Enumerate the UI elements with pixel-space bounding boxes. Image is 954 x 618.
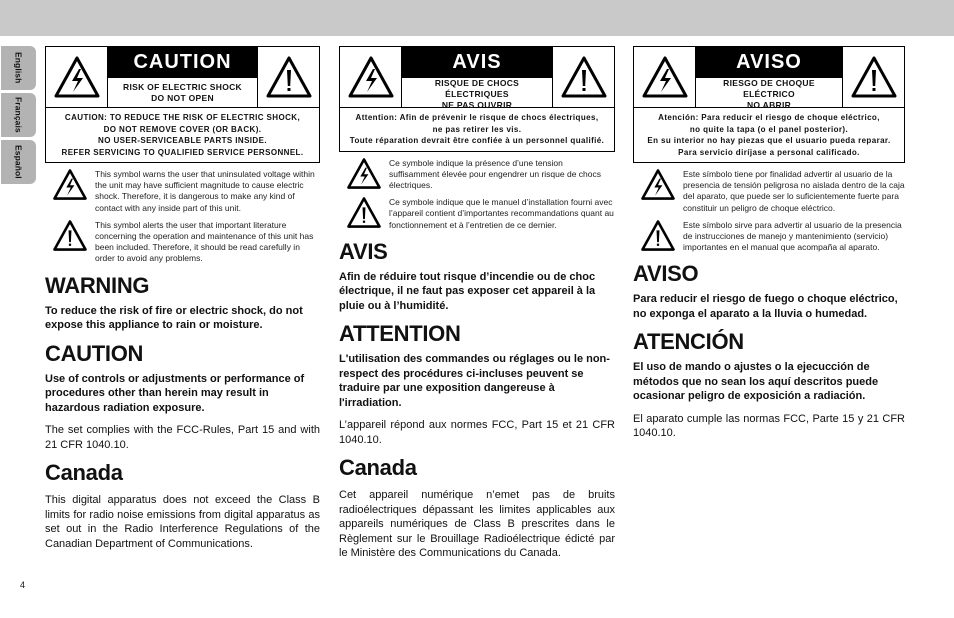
section-heading: AVISO — [633, 261, 699, 287]
symbol-text: Ce symbole indique que le manuel d’installation fourni avec l’appareil contient d’importantes recommandations quant au fonctionnement et à l’entretien de ce dernier. — [389, 197, 614, 230]
electric-shock-icon — [46, 47, 108, 107]
section-heading: ATTENTION — [339, 321, 461, 347]
section-text: This digital apparatus does not exceed the Class B limits for radio noise emissions from digital apparatus as set out in the Radio Interference Regulations of the Canadian Department of Communications. — [45, 494, 320, 550]
tab-english[interactable] — [1, 46, 36, 90]
section-bold-text: Afin de réduire tout risque d’incendie ou de choc électrique, il ne faut pas exposer cet appareil à la pluie ou à l’humidité. — [339, 270, 596, 312]
box-subtitle: RIESGO DE CHOQUE ELÉCTRICO NO ABRIR — [723, 78, 815, 110]
tab-label: Español — [13, 145, 24, 179]
exclamation-icon — [257, 47, 319, 107]
exclamation-icon — [552, 47, 614, 107]
section-bold-text: Para reducir el riesgo de fuego o choque eléctrico, no exponga el aparato a la lluvia o humedad. — [633, 293, 898, 320]
symbol-explanation-shock — [45, 169, 320, 214]
electric-shock-icon — [340, 47, 402, 107]
symbol-explanation-literature — [45, 220, 320, 265]
symbol-text: This symbol alerts the user that important literature concerning the operation and maintenance of this unit has been included. Therefore, it should be read carefully in order to avoid any problems. — [95, 219, 314, 264]
section-heading: WARNING — [45, 272, 150, 298]
box-subtitle: RISK OF ELECTRIC SHOCK DO NOT OPEN — [123, 81, 242, 103]
electric-shock-icon — [339, 158, 389, 189]
warning-box — [633, 46, 905, 163]
section-bold-text: El uso de mando o ajustes o la ejecucción de métodos que no sean los aquí descritos puede ocasionar peligro de exposición a radiación. — [633, 361, 879, 403]
section-heading: ATENCIÓN — [633, 329, 744, 355]
exclamation-icon — [842, 47, 904, 107]
warning-box — [339, 46, 615, 152]
header-bar — [0, 0, 954, 36]
box-text: CAUTION: TO REDUCE THE RISK OF ELECTRIC SHOCK, DO NOT REMOVE COVER (OR BACK). NO USER-SERVICEABLE PARTS INSIDE. REFER SERVICING TO QUALIFIED SERVICE PERSONNEL. — [61, 113, 304, 157]
section-heading: CAUTION — [45, 340, 144, 366]
column-2 — [633, 46, 905, 441]
symbol-explanation-literature — [339, 197, 615, 231]
electric-shock-icon — [45, 169, 95, 200]
section-bold-text: L'utilisation des commandes ou réglages ou le non-respect des procédures ci-incluses peuvent se traduire par une exposition dangereuse à l'irradiation. — [339, 353, 610, 409]
section-bold-text: To reduce the risk of fire or electric shock, do not expose this appliance to rain or moisture. — [45, 304, 303, 332]
box-title: AVIS — [402, 47, 552, 78]
box-title: CAUTION — [108, 47, 257, 78]
section-heading: Canada — [339, 455, 417, 481]
box-text: Attention: Afin de prévenir le risque de chocs électriques, ne pas retirer les vis. Toute réparation devrait être confiée à un personnel qualifié. — [349, 113, 605, 145]
exclamation-icon — [339, 197, 389, 228]
tab-label: Français — [13, 97, 24, 133]
section-bold-text: Use of controls or adjustments or performance of procedures other than herein may result in hazardous radiation exposure. — [45, 372, 305, 414]
symbol-explanation-shock — [633, 169, 905, 214]
exclamation-icon — [633, 220, 683, 251]
tab-francais[interactable] — [1, 93, 36, 137]
page-number: 4 — [20, 580, 26, 590]
electric-shock-icon — [633, 169, 683, 200]
tab-espanol[interactable] — [1, 140, 36, 184]
section-heading: AVIS — [339, 238, 388, 264]
section-text: Cet appareil numérique n’emet pas de bruits radioélectriques dépassant les limites applicables aux appareils numériques de Class B prescrites dans le Règlement sur le Brouillage Radioélectrique édicté par le Ministère des Communications du Canada. — [339, 489, 615, 560]
warning-box — [45, 46, 320, 163]
symbol-text: Ce symbole indique la présence d’une tension suffisamment élevée pour engendrer un risque de chocs électriques. — [389, 157, 601, 190]
tab-label: English — [13, 52, 24, 84]
symbol-text: This symbol warns the user that uninsulated voltage within the unit may have sufficient magnitude to cause electric shock. Therefore, it is dangerous to make any kind of contact with any inside part of this unit. — [95, 169, 315, 213]
box-title: AVISO — [696, 47, 842, 78]
section-text: The set complies with the FCC-Rules, Part 15 and with 21 CFR 1040.10. — [45, 424, 320, 451]
exclamation-icon — [45, 220, 95, 251]
section-text: El aparato cumple las normas FCC, Parte 15 y 21 CFR 1040.10. — [633, 412, 905, 440]
symbol-text: Este símbolo tiene por finalidad advertir al usuario de la presencia de tensión peligrosa no aislada dentro de la caja del aparato, que puede ser lo suficientemente fuerte para constituir un peligro de choque eléctrico. — [683, 169, 905, 213]
section-heading: Canada — [45, 460, 123, 486]
symbol-explanation-shock — [339, 158, 615, 192]
symbol-explanation-literature — [633, 220, 905, 254]
column-1 — [339, 46, 615, 561]
box-text: Atención: Para reducir el riesgo de choque eléctrico, no quite la tapa (o el panel posterior). En su interior no hay piezas que el usuario pueda reparar. Para servicio diríjase a personal calificado. — [647, 113, 891, 157]
column-0 — [45, 46, 320, 551]
box-subtitle: RISQUE DE CHOCS ÉLECTRIQUES NE PAS OUVRIR — [434, 78, 520, 110]
electric-shock-icon — [634, 47, 696, 107]
section-text: L’appareil répond aux normes FCC, Part 15 et 21 CFR 1040.10. — [339, 419, 615, 446]
symbol-text: Este símbolo sirve para advertir al usuario de la presencia de instrucciones de manejo y mantenimiento (servicio) importantes en el manual que acompaña al aparato. — [683, 219, 902, 253]
